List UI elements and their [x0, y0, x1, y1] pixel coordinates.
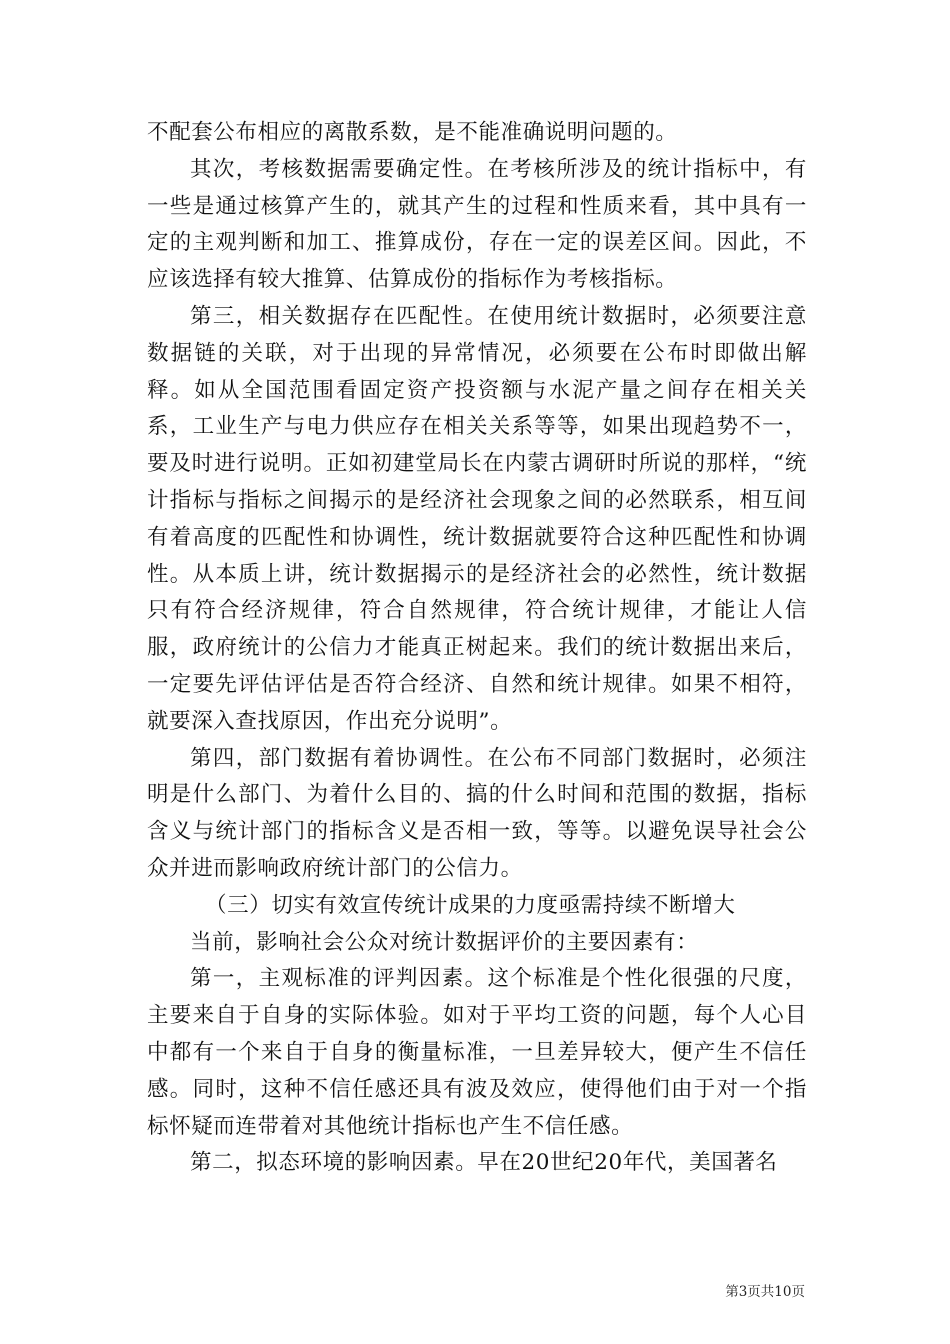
page-number-footer: 第3页共10页 [725, 1284, 805, 1300]
document-body [147, 115, 807, 1182]
paragraph-7: 第一，主观标准的评判因素。这个标准是个性化很强的尺度，主要来自于自身的实际体验。如对于平均工资的问题，每个人心目中都有一个来自于自身的衡量标准，一旦差异较大，便产生不信任感。同时，这种不信任感还具有波及效应，使得他们由于对一个指标怀疑而连带着对其他统计指标也产生不信任感。 [147, 966, 807, 1139]
paragraph-1: 不配套公布相应的离散系数，是不能准确说明问题的。 [147, 120, 678, 145]
paragraph-2: 其次，考核数据需要确定性。在考核所涉及的统计指标中，有一些是通过核算产生的，就其产生的过程和性质来看，其中具有一定的主观判断和加工、推算成份，存在一定的误差区间。因此，不应该选择有较大推算、估算成份的指标作为考核指标。 [147, 156, 807, 293]
paragraph-3: 第三，相关数据存在匹配性。在使用统计数据时，必须要注意数据链的关联，对于出现的异常情况，必须要在公布时即做出解释。如从全国范围看固定资产投资额与水泥产量之间存在相关关系，工业生产与电力供应存在相关关系等等，如果出现趋势不一，要及时进行说明。正如初建堂局长在内蒙古调研时所说的那样，“统计指标与指标之间揭示的是经济社会现象之间的必然联系，相互间有着高度的匹配性和协调性，统计数据就要符合这种匹配性和协调性。从本质上讲，统计数据揭示的是经济社会的必然性，统计数据只有符合经济规律，符合自然规律，符合统计规律，才能让人信服，政府统计的公信力才能真正树起来。我们的统计数据出来后，一定要先评估评估是否符合经济、自然和统计规律。如果不相符，就要深入查找原因，作出充分说明”。 [147, 303, 807, 734]
paragraph-6: 当前，影响社会公众对统计数据评价的主要因素有： [190, 929, 699, 955]
section-subheading: （三）切实有效宣传统计成果的力度亟需持续不断增大 [205, 892, 736, 918]
paragraph-8: 第二，拟态环境的影响因素。早在20世纪20年代，美国著名 [190, 1150, 778, 1176]
paragraph-4: 第四，部门数据有着协调性。在公布不同部门数据时，必须注明是什么部门、为着什么目的、搞的什么时间和范围的数据，指标含义与统计部门的指标含义是否相一致，等等。以避免误导社会公众并进而影响政府统计部门的公信力。 [147, 745, 807, 881]
